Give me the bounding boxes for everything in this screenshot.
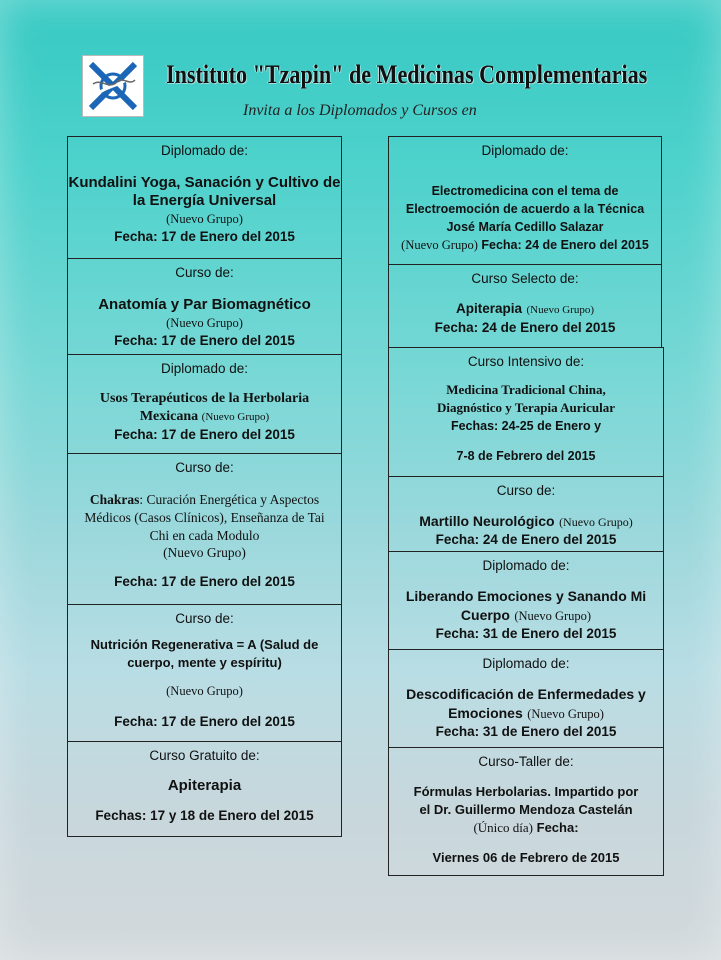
course-box (388, 136, 662, 265)
course-date: Fechas: 24-25 de Enero y (450, 419, 602, 433)
course-name: Nutrición Regenerativa = A (Salud de cuerpo, mente y espíritu) (90, 637, 319, 670)
course-box (67, 453, 342, 605)
course-name-wrap (389, 685, 663, 723)
course-box (388, 649, 664, 748)
institute-logo (82, 55, 144, 117)
course-type: Diplomado de: (482, 656, 570, 671)
course-date: Fecha: 17 de Enero del 2015 (114, 714, 295, 729)
page-subtitle: Invita a los Diplomados y Cursos en (243, 102, 477, 119)
course-date-label: Fecha: (536, 820, 579, 835)
course-note: (Único día) (473, 820, 534, 835)
course-note: (Nuevo Grupo) (526, 304, 594, 316)
course-name: Liberando Emociones y Sanando Mi Cuerpo (405, 588, 647, 623)
course-name: Apiterapia (167, 777, 242, 794)
course-name: Anatomía y Par Biomagnético (98, 296, 311, 313)
course-type: Curso Intensivo de: (467, 354, 585, 369)
course-type: Curso de: (175, 265, 234, 280)
course-box (67, 136, 342, 259)
course-box (67, 258, 342, 355)
course-name: Descodificación de Enfermedades y Emociones (406, 686, 646, 721)
course-note: (Nuevo Grupo) (166, 212, 243, 226)
course-box (388, 264, 662, 348)
course-name-wrap (68, 390, 341, 426)
course-type: Diplomado de: (481, 143, 569, 158)
course-note: (Nuevo Grupo) (166, 316, 243, 330)
course-date: Fecha: 24 de Enero del 2015 (434, 320, 616, 335)
course-note: (Nuevo Grupo) (514, 609, 592, 623)
course-name: Kundalini Yoga, Sanación y Cultivo de la Energía Universal (68, 174, 341, 209)
course-type: Curso Selecto de: (471, 271, 579, 286)
course-box (67, 741, 342, 837)
course-note: (Nuevo Grupo) (527, 707, 604, 721)
course-name-wrap (389, 300, 661, 319)
course-name: Martillo Neurológico (419, 513, 555, 529)
course-type: Curso de: (496, 483, 556, 498)
course-date-2: 7-8 de Febrero del 2015 (456, 449, 596, 463)
course-type: Curso de: (175, 611, 234, 626)
course-name: Fórmulas Herbolarias. Impartido por el Dr. Guillermo Mendoza Castelán (413, 784, 639, 817)
course-note: (Nuevo Grupo) (163, 545, 246, 560)
course-type: Curso Gratuito de: (149, 748, 260, 763)
course-date: Fecha: 31 de Enero del 2015 (435, 626, 617, 641)
course-name-wrap (389, 512, 663, 531)
course-date: Fecha: 24 de Enero del 2015 (481, 238, 649, 252)
course-box (67, 354, 342, 454)
course-box (388, 747, 664, 876)
course-type: Diplomado de: (160, 143, 249, 158)
course-date: Fecha: 17 de Enero del 2015 (114, 229, 295, 244)
page-title: Instituto "Tzapin" de Medicinas Complementarias (166, 60, 648, 89)
course-name-rest: : Curación Energética y Aspectos Médicos (Casos Clínicos), Enseñanza de Tai Chi en cada Modulo (84, 492, 325, 543)
course-type: Curso-Taller de: (478, 754, 574, 769)
course-box (388, 551, 664, 650)
course-date: Fecha: 17 de Enero del 2015 (114, 333, 295, 348)
course-box (67, 604, 342, 742)
course-name: Medicina Tradicional China, Diagnóstico y Terapia Auricular (436, 382, 616, 415)
course-date: Viernes 06 de Febrero de 2015 (432, 850, 620, 865)
course-date: Fecha: 17 de Enero del 2015 (114, 427, 295, 442)
course-note-date (389, 236, 661, 254)
course-date: Fecha: 17 de Enero del 2015 (114, 574, 295, 589)
course-note: (Nuevo Grupo) (201, 411, 270, 423)
course-box (388, 476, 664, 552)
course-date: Fecha: 31 de Enero del 2015 (435, 724, 617, 739)
course-date: Fecha: 24 de Enero del 2015 (435, 532, 617, 547)
course-note: (Nuevo Grupo) (166, 684, 243, 698)
course-box (388, 347, 664, 477)
course-type: Diplomado de: (160, 361, 249, 376)
course-note-date (389, 819, 663, 837)
course-name: Apiterapia (456, 301, 523, 316)
course-name: Electromedicina con el tema de Electroemoción de acuerdo a la Técnica José María Cedillo Salazar (405, 184, 645, 234)
course-name-wrap (68, 491, 341, 545)
course-date: Fechas: 17 y 18 de Enero del 2015 (95, 808, 314, 823)
course-name: Usos Terapéuticos de la Herbolaria Mexicana (99, 391, 310, 424)
course-type: Diplomado de: (482, 558, 570, 573)
course-type: Curso de: (175, 460, 234, 475)
course-note: (Nuevo Grupo) (401, 238, 478, 252)
course-name: Chakras (89, 492, 140, 507)
course-note: (Nuevo Grupo) (559, 515, 633, 529)
header (80, 52, 670, 122)
course-name-wrap (389, 587, 663, 625)
